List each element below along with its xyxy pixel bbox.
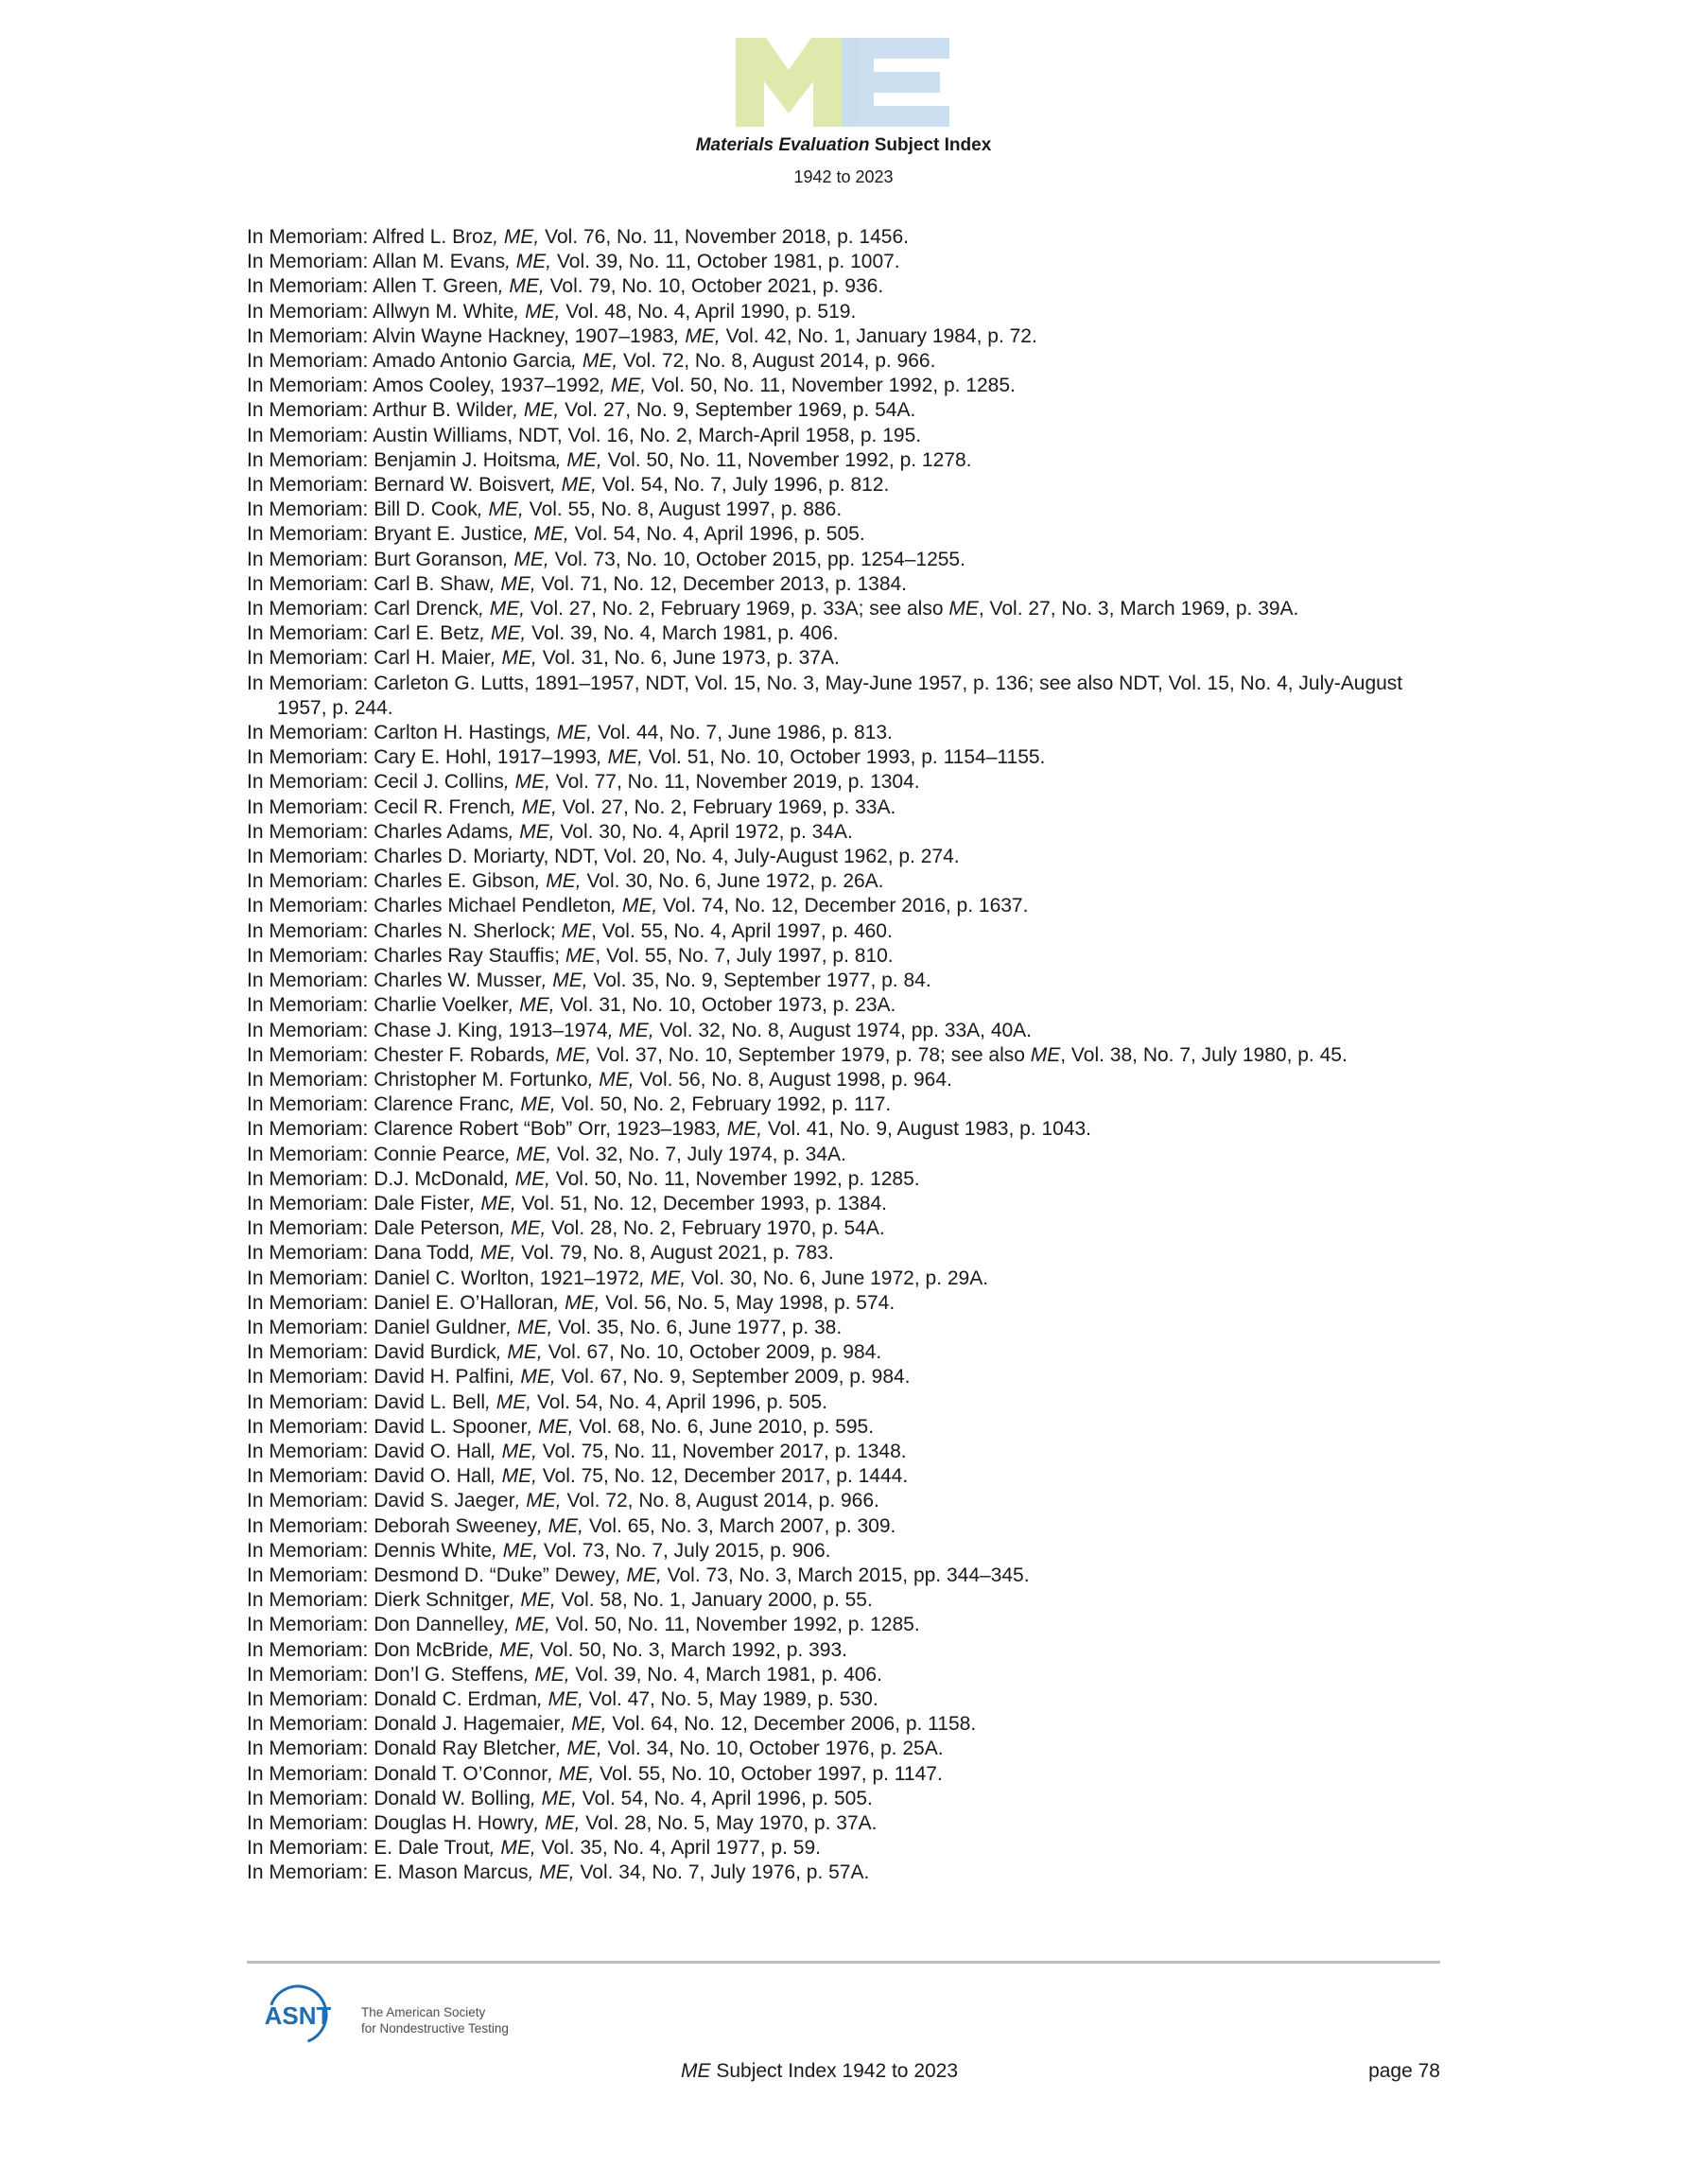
entry-text: In Memoriam: Charles W. Musser: [247, 970, 542, 992]
entry-text: In Memoriam: Dennis White: [247, 1539, 493, 1562]
index-entry: [247, 944, 1443, 969]
entry-text: Vol. 74, No. 12, December 2016, p. 1637.: [657, 895, 1029, 917]
journal-abbrev: , ME,: [553, 1291, 600, 1314]
index-entry: [247, 845, 1443, 869]
index-entry: [247, 721, 1443, 745]
entry-text: Vol. 56, No. 5, May 1998, p. 574.: [600, 1291, 896, 1314]
index-entry: [247, 473, 1443, 498]
entry-text: In Memoriam: Alfred L. Broz: [247, 226, 494, 248]
journal-abbrev: , ME,: [509, 1093, 556, 1116]
journal-abbrev: , ME,: [508, 994, 555, 1017]
journal-abbrev: , ME,: [522, 523, 569, 546]
entry-text: In Memoriam: Daniel C. Worlton, 1921–1972: [247, 1267, 640, 1289]
entry-text: In Memoriam: Desmond D. “Duke” Dewey: [247, 1564, 616, 1586]
entry-text: Vol. 67, No. 10, October 2009, p. 984.: [542, 1341, 882, 1364]
entry-text: Vol. 76, No. 11, November 2018, p. 1456.: [539, 226, 909, 248]
journal-abbrev: , ME,: [615, 1564, 662, 1586]
entry-text: Vol. 54, No. 7, July 1996, p. 812.: [596, 474, 890, 497]
entry-text: , Vol. 55, No. 7, July 1997, p. 810.: [595, 944, 894, 967]
journal-abbrev: , ME,: [477, 498, 524, 521]
entry-text: Vol. 54, No. 4, April 1996, p. 505.: [531, 1390, 827, 1413]
index-entry: [247, 621, 1443, 646]
journal-abbrev: , ME,: [509, 1589, 556, 1612]
entry-text: Vol. 55, No. 8, August 1997, p. 886.: [523, 498, 843, 521]
index-entry: [247, 1291, 1443, 1316]
footer-title: [681, 2060, 958, 2083]
entry-text: In Memoriam: Carleton G. Lutts, 1891–1957, NDT, Vol. 15, No. 3, May-June 1957, p. 136; see also NDT, Vol. 15, No. 4, July-August 1957, p. 244.: [247, 672, 1403, 719]
entry-text: In Memoriam: Charles Ray Stauffis;: [247, 944, 565, 967]
index-entry: [247, 1043, 1443, 1068]
index-entry: [247, 745, 1443, 770]
index-entry: [247, 1340, 1443, 1365]
entry-text: In Memoriam: Donald Ray Bletcher: [247, 1738, 556, 1760]
index-entry: [247, 1117, 1443, 1142]
entry-text: Vol. 31, No. 6, June 1973, p. 37A.: [536, 647, 840, 670]
entry-text: Vol. 71, No. 12, December 2013, p. 1384.: [535, 572, 908, 595]
journal-abbrev: , ME,: [546, 722, 593, 744]
journal-abbrev: , ME,: [533, 1812, 581, 1834]
journal-abbrev: , ME,: [673, 324, 721, 347]
journal-abbrev: , ME,: [523, 1663, 570, 1686]
entry-text: Vol. 54, No. 4, April 1996, p. 505.: [576, 1787, 873, 1809]
entry-text: Vol. 30, No. 6, June 1972, p. 29A.: [686, 1267, 989, 1289]
journal-abbrev: , ME,: [503, 771, 550, 794]
index-entry: [247, 374, 1443, 398]
index-entry: [247, 1019, 1443, 1043]
index-entry: [247, 869, 1443, 894]
entry-text: In Memoriam: E. Mason Marcus: [247, 1861, 529, 1884]
entry-text: In Memoriam: Carl B. Shaw: [247, 572, 490, 595]
entry-text: Vol. 64, No. 12, December 2006, p. 1158.: [606, 1713, 977, 1736]
journal-abbrev: , ME,: [611, 895, 658, 917]
entry-text: In Memoriam: Dale Peterson: [247, 1217, 500, 1240]
index-entry: [247, 274, 1443, 299]
me-logo: [736, 38, 949, 127]
entry-text: In Memoriam: Carlton H. Hastings: [247, 722, 547, 744]
journal-abbrev: , ME,: [505, 251, 552, 273]
asnt-name-line1: The American Society: [361, 2005, 486, 2019]
entry-text: Vol. 37, No. 10, September 1979, p. 78; see also: [591, 1043, 1031, 1066]
index-entry: [247, 1787, 1443, 1811]
index-entry: [247, 324, 1443, 349]
entry-text: In Memoriam: Charlie Voelker: [247, 994, 509, 1017]
entry-text: Vol. 58, No. 1, January 2000, p. 55.: [555, 1589, 873, 1612]
journal-abbrev: , ME,: [548, 1762, 595, 1785]
asnt-logo: [260, 1982, 336, 2048]
index-entry: [247, 1440, 1443, 1464]
journal-abbrev: , ME,: [499, 1217, 547, 1240]
footer-title-italic: ME: [681, 2060, 711, 2082]
entry-text: In Memoriam: Donald W. Bolling: [247, 1787, 530, 1809]
journal-abbrev: , ME,: [489, 572, 536, 595]
entry-text: , Vol. 27, No. 3, March 1969, p. 39A.: [978, 598, 1299, 620]
entry-text: In Memoriam: Austin Williams, NDT, Vol. 16, No. 2, March-April 1958, p. 195.: [247, 424, 922, 446]
entry-text: In Memoriam: Amado Antonio Garcia: [247, 350, 572, 373]
entry-text: In Memoriam: Clarence Franc: [247, 1093, 510, 1116]
entry-text: In Memoriam: Cary E. Hohl, 1917–1993: [247, 746, 598, 769]
index-entry: [247, 1663, 1443, 1687]
index-entry: [247, 919, 1443, 944]
entry-text: Vol. 39, No. 4, March 1981, p. 406.: [569, 1663, 882, 1686]
journal-abbrev: , ME,: [503, 1167, 550, 1190]
entry-text: In Memoriam: David S. Jaeger: [247, 1490, 515, 1512]
entry-text: In Memoriam: Donald C. Erdman: [247, 1687, 537, 1710]
entry-text: In Memoriam: David L. Bell: [247, 1390, 486, 1413]
entry-text: In Memoriam: David L. Spooner: [247, 1415, 528, 1438]
index-entry: [247, 770, 1443, 795]
entry-text: , Vol. 55, No. 4, April 1997, p. 460.: [591, 919, 893, 942]
entry-text: In Memoriam: Carl H. Maier: [247, 647, 491, 670]
entry-text: In Memoriam: Allen T. Green: [247, 275, 498, 298]
journal-abbrev: , ME,: [485, 1390, 532, 1413]
entry-text: Vol. 73, No. 10, October 2015, pp. 1254–1255.: [548, 548, 965, 570]
index-entry: [247, 1192, 1443, 1216]
journal-abbrev: , ME,: [513, 300, 561, 323]
index-entry: [247, 1489, 1443, 1513]
index-entry: [247, 548, 1443, 572]
journal-abbrev: , ME,: [534, 870, 582, 893]
journal-abbrev: , ME,: [600, 375, 647, 397]
entry-text: In Memoriam: Cecil R. French: [247, 795, 511, 818]
index-entry: [247, 993, 1443, 1018]
entry-text: In Memoriam: Charles D. Moriarty, NDT, Vol. 20, No. 4, July-August 1962, p. 274.: [247, 846, 960, 868]
index-entry: [247, 1613, 1443, 1637]
index-entry: [247, 1514, 1443, 1539]
journal-abbrev: , ME,: [497, 275, 545, 298]
entry-text: Vol. 28, No. 2, February 1970, p. 54A.: [546, 1217, 885, 1240]
index-entry: [247, 1092, 1443, 1117]
entry-text: Vol. 79, No. 10, October 2021, p. 936.: [544, 275, 884, 298]
page-number: page 78: [1368, 2060, 1440, 2082]
index-entry: [247, 1316, 1443, 1340]
index-entry: [247, 522, 1443, 547]
entry-text: In Memoriam: Charles E. Gibson: [247, 870, 535, 893]
logo-letter-e: [844, 38, 949, 127]
index-entry: [247, 1811, 1443, 1836]
index-entry-list: [247, 225, 1443, 1886]
journal-abbrev: , ME,: [545, 1043, 592, 1066]
index-entry: [247, 1836, 1443, 1861]
entry-text: In Memoriam: Clarence Robert “Bob” Orr, 1923–1983: [247, 1118, 717, 1141]
entry-text: In Memoriam: Christopher M. Fortunko: [247, 1068, 588, 1091]
entry-text: In Memoriam: Dana Todd: [247, 1242, 470, 1265]
entry-text: In Memoriam: David H. Palfini: [247, 1366, 510, 1389]
journal-abbrev: , ME,: [478, 598, 526, 620]
entry-text: Vol. 32, No. 7, July 1974, p. 34A.: [551, 1143, 846, 1165]
index-entry: [247, 597, 1443, 621]
journal-abbrev: , ME,: [555, 1738, 602, 1760]
journal-abbrev: , ME,: [490, 1465, 537, 1488]
page-header-years: 1942 to 2023: [793, 167, 894, 186]
journal-abbrev: , ME,: [488, 1638, 535, 1661]
asnt-logo-mark: ASNT: [264, 2001, 332, 2030]
index-entry: [247, 448, 1443, 473]
entry-text: In Memoriam: D.J. McDonald: [247, 1167, 504, 1190]
entry-text: In Memoriam: Alvin Wayne Hackney, 1907–1983: [247, 324, 674, 347]
entry-text: Vol. 27, No. 2, February 1969, p. 33A.: [556, 795, 896, 818]
journal-abbrev: , ME,: [527, 1415, 574, 1438]
entry-text: Vol. 68, No. 6, June 2010, p. 595.: [573, 1415, 875, 1438]
entry-text: In Memoriam: Allwyn M. White: [247, 300, 514, 323]
entry-text: In Memoriam: Carl E. Betz: [247, 622, 480, 645]
entry-text: Vol. 34, No. 7, July 1976, p. 57A.: [574, 1861, 870, 1884]
header-title-italic: Materials Evaluation: [695, 135, 870, 155]
footer-title-rest: Subject Index 1942 to 2023: [710, 2060, 959, 2082]
entry-text: Vol. 30, No. 4, April 1972, p. 34A.: [554, 820, 853, 843]
journal-abbrev: , ME,: [490, 1440, 537, 1462]
index-entry: [247, 300, 1443, 324]
journal-abbrev: , ME,: [508, 820, 555, 843]
entry-text: Vol. 67, No. 9, September 2009, p. 984.: [555, 1366, 911, 1389]
journal-abbrev: , ME,: [530, 1787, 577, 1809]
index-entry: [247, 1539, 1443, 1564]
entry-text: In Memoriam: Chase J. King, 1913–1974: [247, 1019, 608, 1041]
entry-text: In Memoriam: Arthur B. Wilder: [247, 399, 513, 422]
entry-text: In Memoriam: Bryant E. Justice: [247, 523, 523, 546]
index-entry: [247, 1712, 1443, 1737]
entry-text: In Memoriam: Dale Fister: [247, 1192, 470, 1214]
entry-text: Vol. 50, No. 2, February 1992, p. 117.: [555, 1093, 892, 1116]
entry-text: In Memoriam: Amos Cooley, 1937–1992: [247, 375, 600, 397]
index-entry: [247, 672, 1443, 721]
entry-text: Vol. 50, No. 3, March 1992, p. 393.: [534, 1638, 847, 1661]
index-entry: [247, 1241, 1443, 1266]
index-entry: [247, 1415, 1443, 1440]
index-entry: [247, 349, 1443, 374]
journal-abbrev: ME: [561, 919, 592, 942]
journal-abbrev: ME: [1030, 1043, 1061, 1066]
journal-abbrev: , ME,: [502, 548, 549, 570]
journal-abbrev: , ME,: [509, 1366, 556, 1389]
entry-text: Vol. 50, No. 11, November 1992, p. 1285.: [549, 1614, 920, 1636]
page-header-title: [0, 135, 1687, 156]
journal-abbrev: , ME,: [469, 1192, 516, 1214]
logo-letter-m: [736, 38, 842, 127]
entry-text: In Memoriam: Burt Goranson: [247, 548, 503, 570]
index-entry: [247, 1068, 1443, 1092]
journal-abbrev: , ME,: [490, 647, 537, 670]
index-entry: [247, 1588, 1443, 1613]
index-entry: [247, 1216, 1443, 1241]
entry-text: In Memoriam: David O. Hall: [247, 1440, 491, 1462]
entry-text: In Memoriam: Cecil J. Collins: [247, 771, 504, 794]
journal-abbrev: , ME,: [503, 1614, 550, 1636]
entry-text: In Memoriam: Allan M. Evans: [247, 251, 506, 273]
journal-abbrev: , ME,: [479, 622, 527, 645]
entry-text: Vol. 48, No. 4, April 1990, p. 519.: [560, 300, 857, 323]
entry-text: In Memoriam: Bernard W. Boisvert: [247, 474, 550, 497]
journal-abbrev: ME: [948, 598, 979, 620]
index-entry: [247, 646, 1443, 671]
entry-text: In Memoriam: Don’l G. Steffens: [247, 1663, 524, 1686]
index-entry: [247, 1564, 1443, 1588]
index-entry: [247, 1762, 1443, 1787]
journal-abbrev: , ME,: [549, 474, 597, 497]
index-entry: [247, 398, 1443, 423]
index-entry: [247, 1143, 1443, 1167]
entry-text: In Memoriam: Charles Michael Pendleton: [247, 895, 612, 917]
journal-abbrev: , ME,: [560, 1713, 607, 1736]
index-entry: [247, 1365, 1443, 1389]
entry-text: Vol. 65, No. 3, March 2007, p. 309.: [583, 1514, 896, 1537]
index-entry: [247, 795, 1443, 820]
entry-text: In Memoriam: Don McBride: [247, 1638, 489, 1661]
entry-text: In Memoriam: E. Dale Trout: [247, 1837, 490, 1860]
entry-text: Vol. 27, No. 2, February 1969, p. 33A; see also: [525, 598, 949, 620]
index-entry: [247, 424, 1443, 448]
entry-text: Vol. 75, No. 12, December 2017, p. 1444.: [536, 1465, 909, 1488]
index-entry: [247, 969, 1443, 993]
entry-text: Vol. 35, No. 6, June 1977, p. 38.: [552, 1316, 843, 1338]
entry-text: Vol. 28, No. 5, May 1970, p. 37A.: [580, 1812, 878, 1834]
entry-text: Vol. 72, No. 8, August 2014, p. 966.: [617, 350, 936, 373]
entry-text: In Memoriam: Donald T. O’Connor: [247, 1762, 548, 1785]
journal-abbrev: , ME,: [469, 1242, 516, 1265]
entry-text: In Memoriam: Benjamin J. Hoitsma: [247, 448, 556, 471]
entry-text: Vol. 50, No. 11, November 1992, p. 1285.: [646, 375, 1016, 397]
footer-divider: [247, 1961, 1440, 1964]
entry-text: Vol. 34, No. 10, October 1976, p. 25A.: [601, 1738, 944, 1760]
journal-abbrev: , ME,: [505, 1143, 552, 1165]
entry-text: Vol. 47, No. 5, May 1989, p. 530.: [583, 1687, 878, 1710]
entry-text: Vol. 44, No. 7, June 1986, p. 813.: [592, 722, 893, 744]
index-entry: [247, 1464, 1443, 1489]
entry-text: In Memoriam: Charles Adams: [247, 820, 509, 843]
journal-abbrev: , ME,: [510, 795, 557, 818]
entry-text: In Memoriam: Donald J. Hagemaier: [247, 1713, 561, 1736]
entry-text: In Memoriam: Connie Pearce: [247, 1143, 506, 1165]
journal-abbrev: , ME,: [597, 746, 644, 769]
journal-abbrev: , ME,: [716, 1118, 763, 1141]
entry-text: In Memoriam: David Burdick: [247, 1341, 496, 1364]
entry-text: Vol. 41, No. 9, August 1983, p. 1043.: [762, 1118, 1092, 1141]
entry-text: Vol. 79, No. 8, August 2021, p. 783.: [515, 1242, 834, 1265]
index-entry: [247, 1267, 1443, 1291]
entry-text: In Memoriam: Daniel Guldner: [247, 1316, 507, 1338]
journal-abbrev: , ME,: [536, 1687, 583, 1710]
journal-abbrev: ME: [565, 944, 596, 967]
index-entry: [247, 1687, 1443, 1712]
entry-text: In Memoriam: Daniel E. O’Halloran: [247, 1291, 554, 1314]
index-entry: [247, 1861, 1443, 1885]
asnt-name: [361, 2004, 509, 2036]
index-entry: [247, 820, 1443, 845]
entry-text: In Memoriam: Dierk Schnitger: [247, 1589, 510, 1612]
entry-text: Vol. 51, No. 10, October 1993, p. 1154–1155.: [643, 746, 1046, 769]
entry-text: Vol. 50, No. 11, November 1992, p. 1278.: [601, 448, 972, 471]
entry-text: In Memoriam: Bill D. Cook: [247, 498, 478, 521]
journal-abbrev: , ME,: [514, 1490, 562, 1512]
entry-text: Vol. 39, No. 4, March 1981, p. 406.: [526, 622, 839, 645]
entry-text: Vol. 77, No. 11, November 2019, p. 1304.: [549, 771, 920, 794]
journal-abbrev: , ME,: [513, 399, 560, 422]
journal-abbrev: , ME,: [528, 1861, 575, 1884]
journal-abbrev: , ME,: [536, 1514, 583, 1537]
entry-text: In Memoriam: Charles N. Sherlock;: [247, 919, 562, 942]
entry-text: , Vol. 38, No. 7, July 1980, p. 45.: [1060, 1043, 1348, 1066]
journal-abbrev: , ME,: [639, 1267, 687, 1289]
index-entry: [247, 894, 1443, 918]
index-entry: [247, 498, 1443, 522]
entry-text: Vol. 54, No. 4, April 1996, p. 505.: [568, 523, 865, 546]
entry-text: Vol. 55, No. 10, October 1997, p. 1147.: [594, 1762, 943, 1785]
journal-abbrev: , ME,: [493, 226, 540, 248]
header-title-rest: Subject Index: [869, 135, 992, 155]
index-entry: [247, 1737, 1443, 1761]
entry-text: Vol. 39, No. 11, October 1981, p. 1007.: [551, 251, 900, 273]
journal-abbrev: , ME,: [506, 1316, 553, 1338]
entry-text: Vol. 35, No. 4, April 1977, p. 59.: [535, 1837, 821, 1860]
entry-text: In Memoriam: Don Dannelley: [247, 1614, 504, 1636]
entry-text: Vol. 50, No. 11, November 1992, p. 1285.: [549, 1167, 920, 1190]
journal-abbrev: , ME,: [496, 1341, 543, 1364]
entry-text: Vol. 42, No. 1, January 1984, p. 72.: [720, 324, 1037, 347]
index-entry: [247, 225, 1443, 250]
entry-text: Vol. 27, No. 9, September 1969, p. 54A.: [559, 399, 916, 422]
entry-text: Vol. 32, No. 8, August 1974, pp. 33A, 40A.: [653, 1019, 1033, 1041]
entry-text: Vol. 31, No. 10, October 1973, p. 23A.: [554, 994, 896, 1017]
entry-text: In Memoriam: Douglas H. Howry: [247, 1812, 534, 1834]
entry-text: Vol. 56, No. 8, August 1998, p. 964.: [634, 1068, 952, 1091]
journal-abbrev: , ME,: [607, 1019, 654, 1041]
index-entry: [247, 1638, 1443, 1663]
index-entry: [247, 572, 1443, 597]
journal-abbrev: , ME,: [571, 350, 618, 373]
asnt-name-line2: for Nondestructive Testing: [361, 2021, 509, 2035]
entry-text: Vol. 72, No. 8, August 2014, p. 966.: [561, 1490, 879, 1512]
index-entry: [247, 250, 1443, 274]
entry-text: In Memoriam: David O. Hall: [247, 1465, 491, 1488]
entry-text: In Memoriam: Deborah Sweeney: [247, 1514, 537, 1537]
index-entry: [247, 1167, 1443, 1192]
entry-text: Vol. 75, No. 11, November 2017, p. 1348.: [536, 1440, 907, 1462]
journal-abbrev: , ME,: [541, 970, 588, 992]
journal-abbrev: , ME,: [492, 1539, 539, 1562]
journal-abbrev: , ME,: [587, 1068, 635, 1091]
entry-text: Vol. 73, No. 3, March 2015, pp. 344–345.: [661, 1564, 1030, 1586]
entry-text: In Memoriam: Carl Drenck: [247, 598, 479, 620]
entry-text: Vol. 73, No. 7, July 2015, p. 906.: [538, 1539, 831, 1562]
journal-abbrev: , ME,: [555, 448, 602, 471]
entry-text: In Memoriam: Chester F. Robards: [247, 1043, 546, 1066]
entry-text: Vol. 30, No. 6, June 1972, p. 26A.: [581, 870, 884, 893]
journal-abbrev: , ME,: [489, 1837, 536, 1860]
index-entry: [247, 1390, 1443, 1415]
entry-text: Vol. 51, No. 12, December 1993, p. 1384.: [515, 1192, 887, 1214]
entry-text: Vol. 35, No. 9, September 1977, p. 84.: [587, 970, 931, 992]
